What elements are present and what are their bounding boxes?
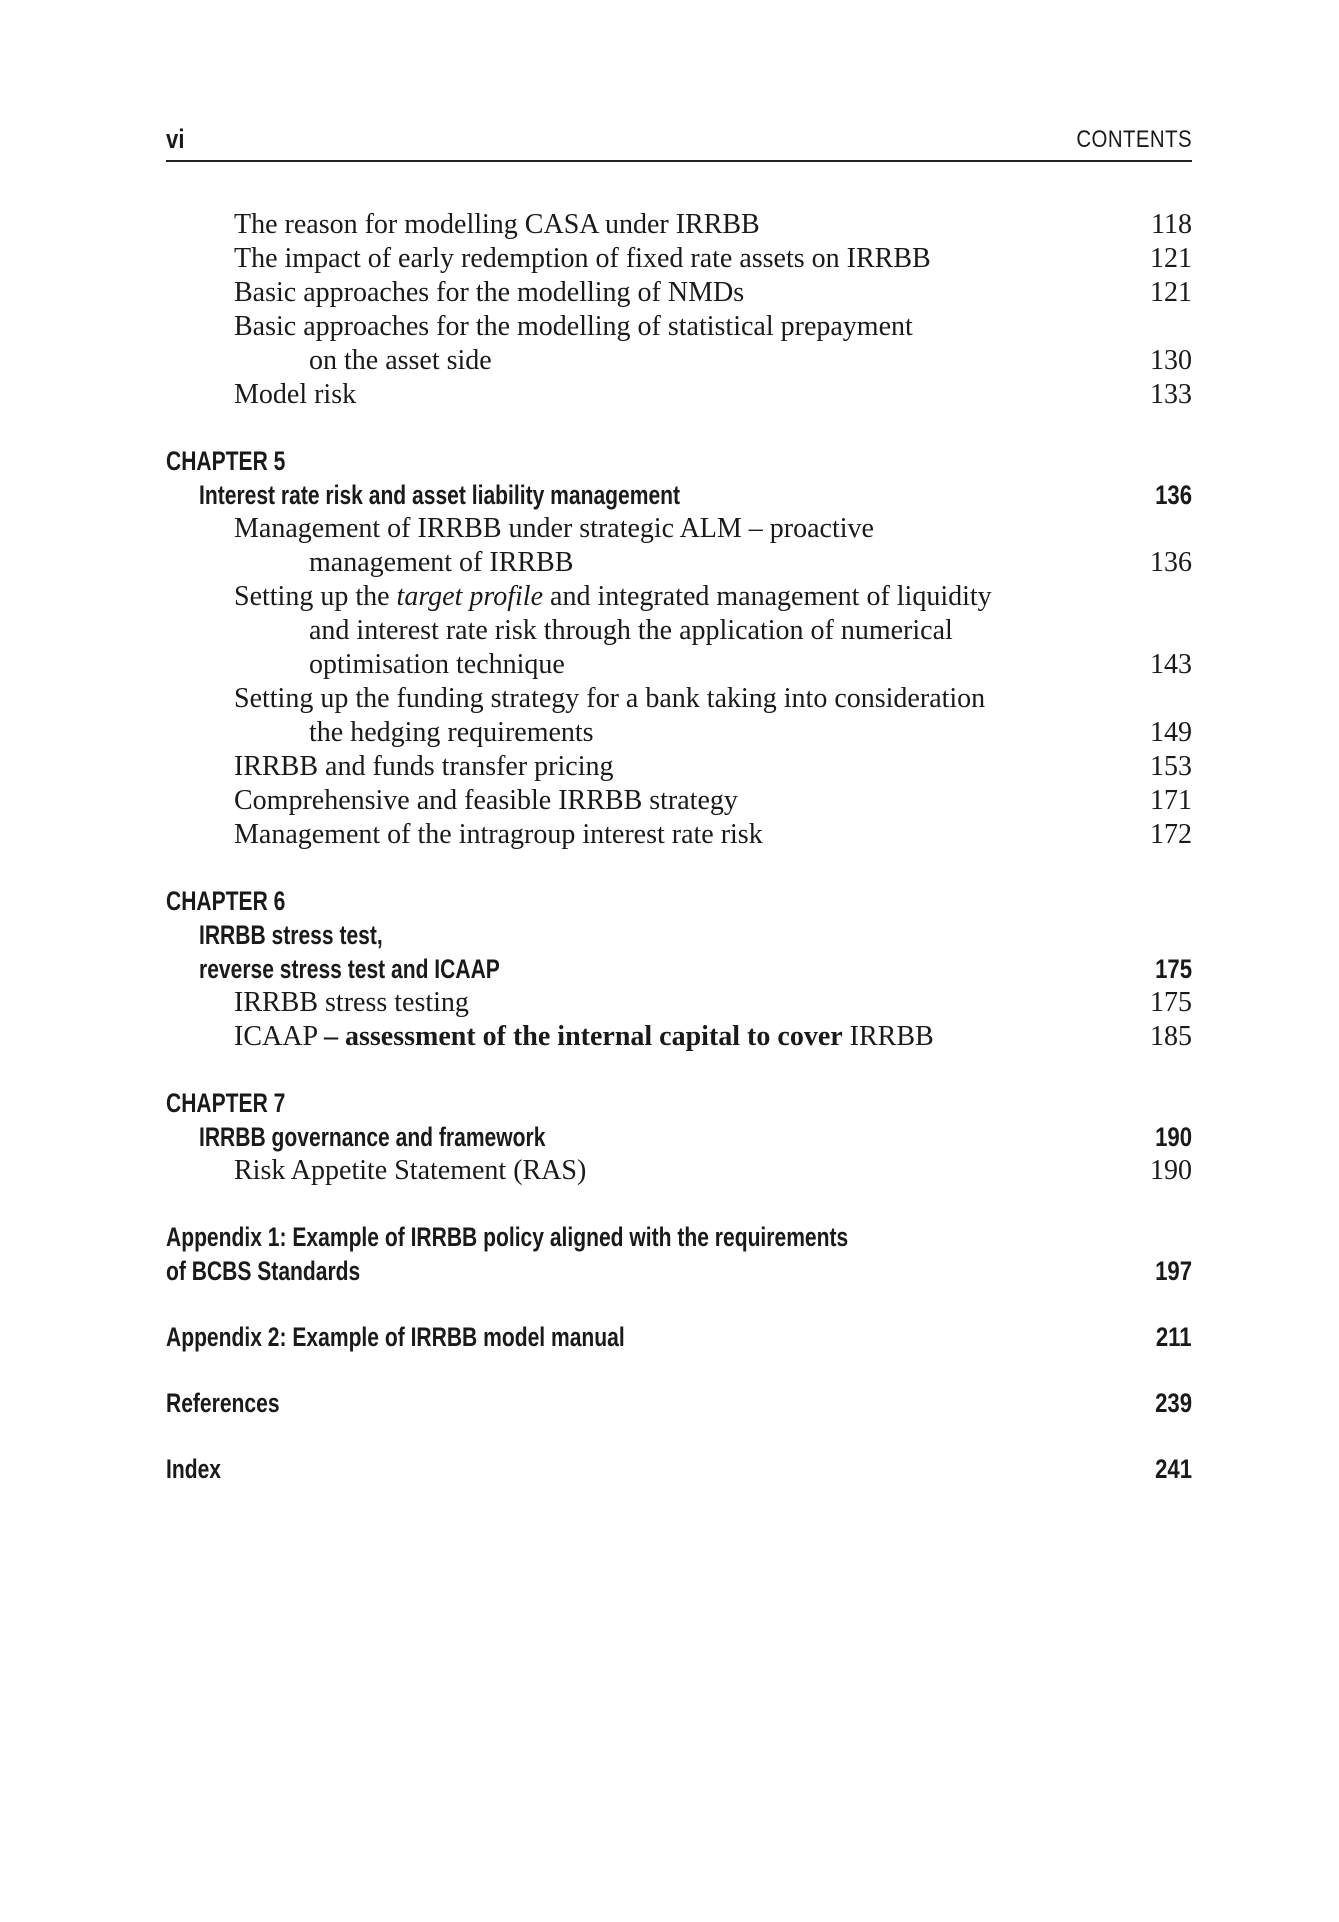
toc-entry-page: 121: [1150, 243, 1192, 274]
chapter-label: [166, 1086, 1192, 1120]
appendix-2-page: 211: [1156, 1322, 1192, 1352]
toc-entry-text: and interest rate risk through the application of numerical: [309, 615, 953, 646]
appendix-2-heading[interactable]: [166, 1320, 1192, 1354]
toc-entry-text: The impact of early redemption of fixed rate assets on IRRBB: [234, 243, 931, 274]
chapter-5-label: CHAPTER 5: [166, 446, 286, 476]
table-of-contents: [166, 208, 1192, 1486]
toc-entry-text: IRRBB and funds transfer pricing: [234, 751, 614, 782]
chapter-7-title: IRRBB governance and framework: [199, 1122, 546, 1152]
chapter-6-title-line2: reverse stress test and ICAAP: [199, 954, 500, 984]
chapter-5-title: Interest rate risk and asset liability management: [199, 480, 681, 510]
appendix-1-heading[interactable]: [166, 1254, 1192, 1288]
toc-entry[interactable]: [166, 682, 1192, 716]
chapter-heading[interactable]: [166, 918, 1192, 952]
toc-entry-text: The reason for modelling CASA under IRRBB: [234, 209, 760, 240]
toc-entry-page: 133: [1150, 379, 1192, 410]
index-heading[interactable]: [166, 1452, 1192, 1486]
chapter-heading[interactable]: [166, 1120, 1192, 1154]
appendix-1-heading[interactable]: [166, 1220, 1192, 1254]
index-page: 241: [1155, 1454, 1192, 1484]
toc-entry[interactable]: [166, 242, 1192, 276]
toc-entry-continuation[interactable]: [166, 344, 1192, 378]
toc-entry-page: 171: [1150, 785, 1192, 816]
toc-entry[interactable]: [166, 208, 1192, 242]
chapter-7-label: CHAPTER 7: [166, 1088, 286, 1118]
toc-entry[interactable]: [166, 986, 1192, 1020]
chapter-label: [166, 444, 1192, 478]
toc-entry[interactable]: [166, 1154, 1192, 1188]
toc-entry-text: the hedging requirements: [309, 717, 594, 748]
toc-entry-text: optimisation technique: [309, 649, 565, 680]
toc-entry[interactable]: [166, 378, 1192, 412]
toc-entry-text: Setting up the target profile and integrated management of liquidity: [234, 581, 992, 612]
toc-entry-text: Setting up the funding strategy for a bank taking into consideration: [234, 683, 986, 714]
appendix-2-title: Appendix 2: Example of IRRBB model manual: [166, 1322, 625, 1352]
toc-entry-page: 118: [1151, 209, 1192, 240]
toc-entry-page: 190: [1150, 1155, 1192, 1186]
bold-text: – assessment of the internal capital to cover: [323, 1021, 843, 1052]
chapter-7-page: 190: [1155, 1122, 1192, 1152]
chapter-6-title-line1: IRRBB stress test,: [199, 920, 383, 950]
toc-entry-page: 172: [1150, 819, 1192, 850]
toc-entry[interactable]: [166, 1020, 1192, 1054]
toc-entry-text: Comprehensive and feasible IRRBB strategy: [234, 785, 738, 816]
toc-entry-text: on the asset side: [309, 345, 492, 376]
toc-entry[interactable]: [166, 276, 1192, 310]
toc-entry-page: 130: [1150, 345, 1192, 376]
index-title: Index: [166, 1454, 222, 1484]
toc-entry-text: Basic approaches for the modelling of NMDs: [234, 277, 745, 308]
chapter-heading[interactable]: [166, 478, 1192, 512]
toc-entry-page: 153: [1150, 751, 1192, 782]
toc-entry-text: Management of the intragroup interest rate risk: [234, 819, 763, 850]
toc-entry[interactable]: [166, 750, 1192, 784]
references-page: 239: [1155, 1388, 1192, 1418]
toc-entry-page: 185: [1150, 1021, 1192, 1052]
toc-entry[interactable]: [166, 310, 1192, 344]
toc-entry-page: 149: [1150, 717, 1192, 748]
header-title: CONTENTS: [1076, 126, 1192, 153]
toc-entry-text: ICAAP – assessment of the internal capital to cover IRRBB: [234, 1021, 934, 1052]
toc-entry-text: Risk Appetite Statement (RAS): [234, 1155, 587, 1186]
toc-entry-text: Model risk: [234, 379, 357, 410]
toc-entry-page: 143: [1150, 649, 1192, 680]
chapter-6-page: 175: [1155, 954, 1192, 984]
toc-entry-page: 175: [1150, 987, 1192, 1018]
toc-entry[interactable]: [166, 818, 1192, 852]
toc-entry-continuation[interactable]: [166, 546, 1192, 580]
running-header: [166, 124, 1192, 162]
appendix-1-page: 197: [1155, 1256, 1192, 1286]
toc-entry-continuation[interactable]: [166, 716, 1192, 750]
appendix-1-title-line2: of BCBS Standards: [166, 1256, 361, 1286]
emphasis-text: target profile: [396, 581, 544, 612]
references-title: References: [166, 1388, 280, 1418]
chapter-label: [166, 884, 1192, 918]
chapter-6-label: CHAPTER 6: [166, 886, 286, 916]
toc-entry-continuation[interactable]: [166, 648, 1192, 682]
references-heading[interactable]: [166, 1386, 1192, 1420]
toc-entry[interactable]: [166, 784, 1192, 818]
appendix-1-title-line1: Appendix 1: Example of IRRBB policy aligned with the requirements: [166, 1222, 849, 1252]
toc-entry-text: management of IRRBB: [309, 547, 574, 578]
chapter-heading[interactable]: [166, 952, 1192, 986]
toc-entry-continuation[interactable]: [166, 614, 1192, 648]
toc-entry-page: 121: [1150, 277, 1192, 308]
toc-entry-text: IRRBB stress testing: [234, 987, 469, 1018]
toc-entry-page: 136: [1150, 547, 1192, 578]
header-page-number: vi: [166, 124, 185, 154]
toc-entry-text: Basic approaches for the modelling of statistical prepayment: [234, 311, 913, 342]
toc-entry[interactable]: [166, 512, 1192, 546]
toc-entry[interactable]: [166, 580, 1192, 614]
toc-entry-text: Management of IRRBB under strategic ALM – proactive: [234, 513, 874, 544]
chapter-5-page: 136: [1155, 480, 1192, 510]
